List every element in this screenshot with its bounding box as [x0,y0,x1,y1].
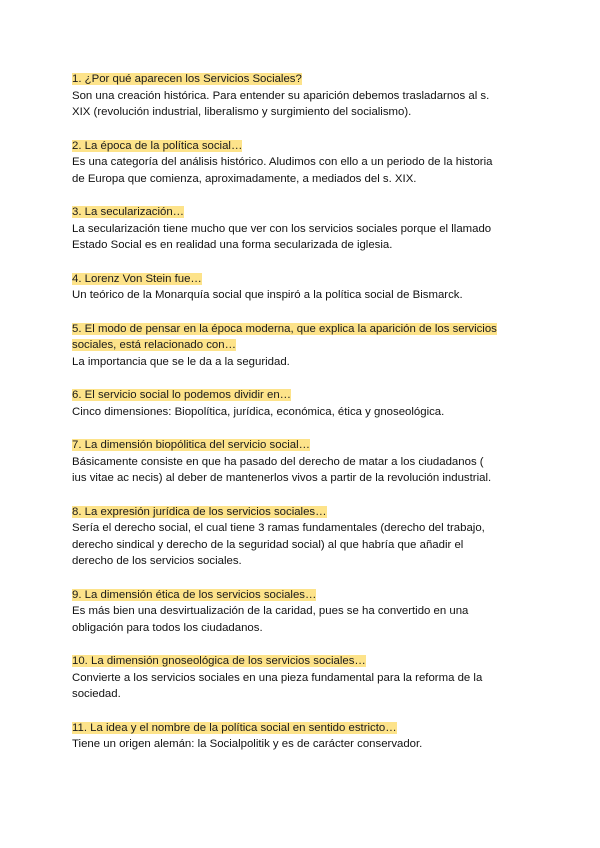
answer-line: derecho de los servicios sociales. [72,555,242,567]
answer-line: Convierte a los servicios sociales en una pieza fundamental para la reforma de la [72,671,483,684]
answer-line: La secularización tiene mucho que ver con los servicios sociales porque el llamado [72,222,492,235]
qa-item [72,321,542,371]
answer-line: sociedad. [72,688,121,700]
answer-line: Básicamente consiste en que ha pasado del derecho de matar a los ciudadanos ( [72,455,484,468]
qa-item [72,138,542,188]
question: 6. El servicio social lo podemos dividir en… [72,389,292,401]
qa-item [72,204,542,254]
answer-line: Es más bien una desvirtualización de la caridad, pues se ha convertido en una [72,605,469,617]
answer-line: Un teórico de la Monarquía social que inspiró a la política social de Bismarck. [72,289,463,301]
answer-line: obligación para todos los ciudadanos. [72,621,263,634]
answer-line: La importancia que se le da a la seguridad. [72,355,290,368]
question: 5. El modo de pensar en la época moderna, que explica la aparición de los servicios [72,322,497,335]
question: 9. La dimensión ética de los servicios sociales… [72,588,317,601]
question: 8. La expresión jurídica de los servicios sociales… [72,505,327,518]
answer-line: Es una categoría del análisis histórico. Aludimos con ello a un periodo de la historia [72,156,493,168]
answer-line: Tiene un origen alemán: la Socialpolitik y es de carácter conservador. [72,738,423,750]
question: sociales, está relacionado con… [72,339,236,351]
question: 1. ¿Por qué aparecen los Servicios Sociales? [72,73,302,85]
qa-item [72,587,542,637]
question: 11. La idea y el nombre de la política social en sentido estricto… [72,721,397,734]
qa-item [72,720,542,753]
answer-line: de Europa que comienza, aproximadamente, a mediados del s. XIX. [72,172,417,185]
question: 10. La dimensión gnoseológica de los servicios sociales… [72,655,366,667]
qa-item [72,271,542,304]
qa-item [72,504,542,570]
question: 3. La secularización… [72,206,185,218]
answer-line: derecho sindical y derecho de la seguridad social) al que habría que añadir el [72,538,464,551]
answer-line: Cinco dimensiones: Biopolítica, jurídica, económica, ética y gnoseológica. [72,405,445,418]
question: 2. La época de la política social… [72,139,243,152]
question: 4. Lorenz Von Stein fue… [72,272,202,285]
qa-list [72,71,542,770]
answer-line: ius vitae ac necis) al deber de mantenerlos vivos a partir de la revolución industrial. [72,472,492,484]
qa-item [72,653,542,703]
qa-item [72,387,542,420]
question: 7. La dimensión biopólitica del servicio social… [72,439,311,451]
answer-line: Estado Social es en realidad una forma secularizada de iglesia. [72,239,393,251]
qa-item [72,437,542,487]
answer-line: Son una creación histórica. Para entender su aparición debemos trasladarnos al s. [72,89,490,102]
qa-item [72,71,542,121]
answer-line: XIX (revolución industrial, liberalismo y surgimiento del socialismo). [72,106,412,118]
answer-line: Sería el derecho social, el cual tiene 3 ramas fundamentales (derecho del trabajo, [72,522,485,534]
